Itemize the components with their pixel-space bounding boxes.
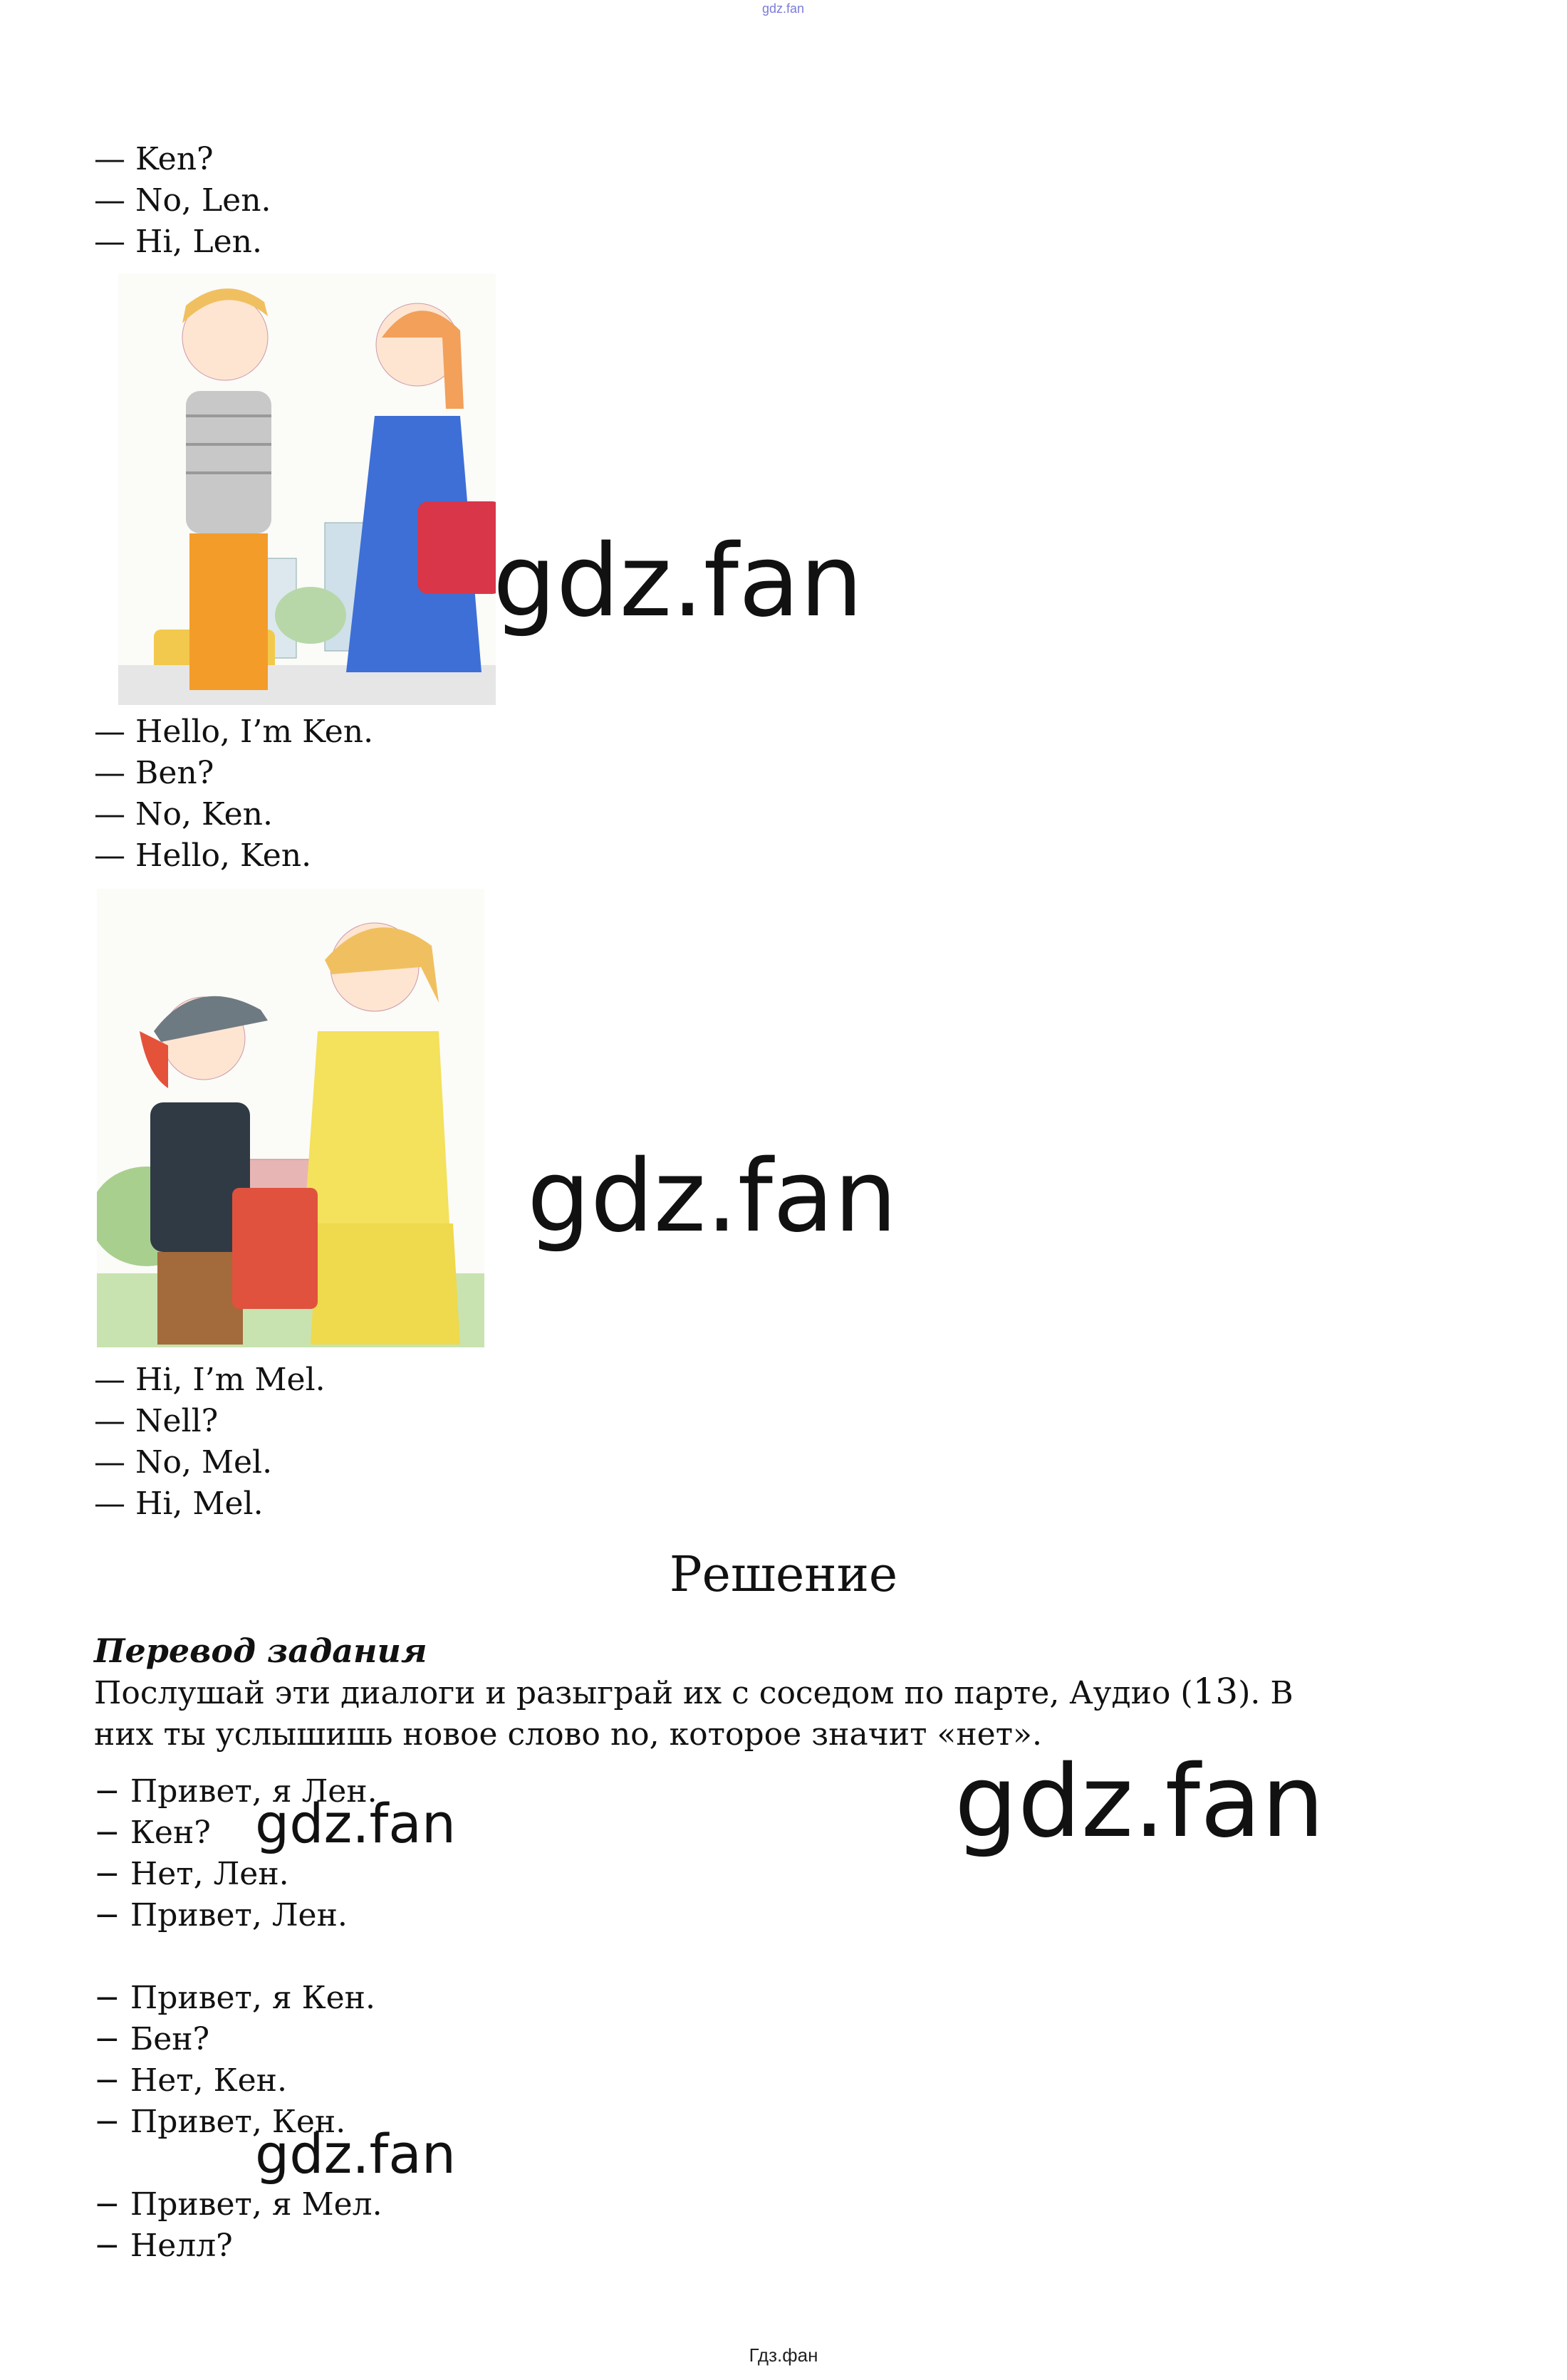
solution-title: Решение (669, 1547, 898, 1603)
translation-line: − Кен? (94, 1815, 211, 1851)
dialogue-line: — Ben? (94, 755, 214, 791)
translation-line: − Привет, я Мел. (94, 2186, 382, 2223)
dialogue-line: — Hi, Mel. (94, 1486, 264, 1522)
watermark: gdz.fan (255, 1792, 457, 1855)
illustration-boy-and-girl (118, 273, 496, 705)
dialogue-line: — Hi, I’m Mel. (94, 1362, 326, 1398)
dialogue-line: — Hi, Len. (94, 224, 262, 260)
translation-line: − Бен? (94, 2021, 210, 2057)
dialogue-line: — No, Mel. (94, 1444, 273, 1481)
dialogue-line: — Nell? (94, 1403, 219, 1439)
dialogue-line: — No, Ken. (94, 796, 274, 833)
translation-line: − Привет, Лен. (94, 1897, 348, 1933)
dialogue-line: — Ken? (94, 141, 214, 177)
watermark: gdz.fan (493, 523, 863, 640)
watermark: gdz.fan (527, 1139, 897, 1255)
translation-line: − Нелл? (94, 2228, 233, 2264)
instruction-text: Послушай эти диалоги и разыграй их с соседом по парте, Аудио (13). В них ты услышишь новое слово no, которое значит «нет». (94, 1671, 1293, 1753)
translation-subtitle: Перевод задания (94, 1632, 427, 1670)
watermark: gdz.fan (255, 2122, 457, 2186)
dialogue-line: — No, Len. (94, 182, 271, 219)
translation-line: − Нет, Лен. (94, 1856, 289, 1892)
watermark: gdz.fan (954, 1744, 1325, 1860)
illustration-boy-and-woman (97, 889, 484, 1347)
translation-line: − Нет, Кен. (94, 2062, 287, 2099)
translation-line: − Привет, Кен. (94, 2104, 346, 2140)
translation-line: − Привет, я Кен. (94, 1980, 375, 2016)
translation-line: − Привет, я Лен. (94, 1773, 378, 1810)
footer-text: Гдз.фан (749, 2344, 818, 2366)
dialogue-line: — Hello, Ken. (94, 837, 312, 874)
dialogue-line: — Hello, I’m Ken. (94, 714, 374, 750)
header-mark: gdz.fan (762, 1, 805, 16)
